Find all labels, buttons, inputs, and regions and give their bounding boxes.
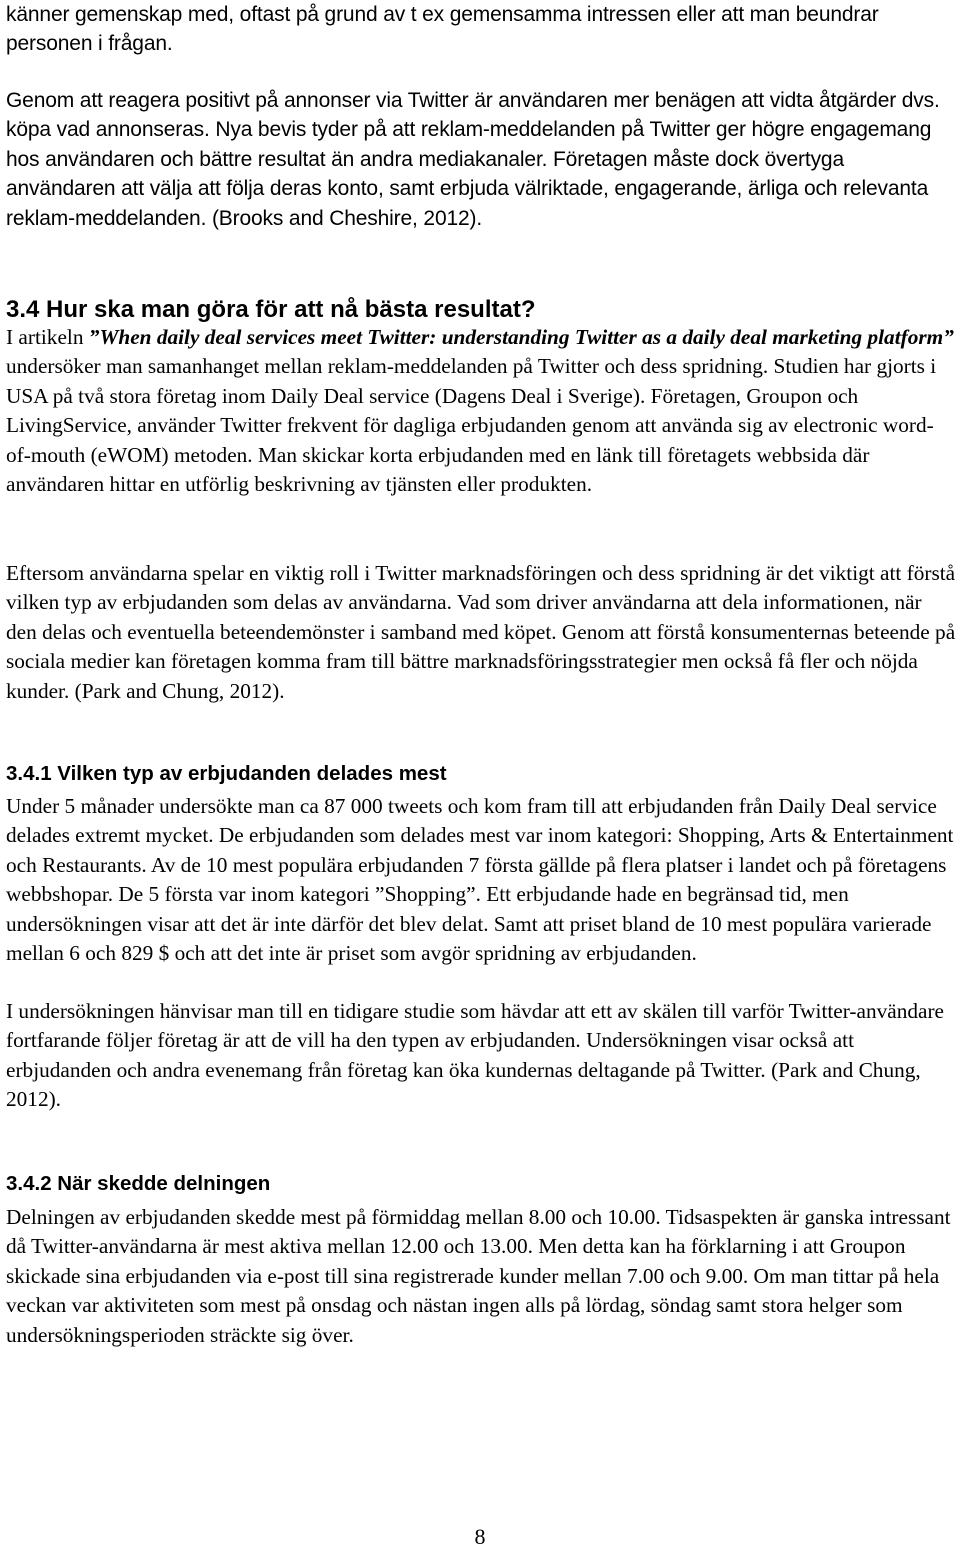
section-heading-3-4: 3.4 Hur ska man göra för att nå bästa resultat? xyxy=(6,296,536,323)
paragraph-article-summary xyxy=(6,323,956,499)
article-title: ”When daily deal services meet Twitter: understanding Twitter as a daily deal marketing platform” xyxy=(88,325,954,349)
paragraph-sharing-time: Delningen av erbjudanden skedde mest på förmiddag mellan 8.00 och 10.00. Tidsaspekten är ganska intressant då Twitter-användarna är mest aktiva mellan 12.00 och 13.00. Men detta kan ha förklarning i att Groupon skickade sina erbjudanden via e-post till sina registrerade kunder mellan 7.00 och 9.00. Om man tittar på hela veckan var aktiviteten som mest på onsdag och nästan ingen alls på lördag, söndag samt stora helger som undersökningsperioden sträckte sig över. xyxy=(6,1205,951,1347)
paragraph-twitter-ads: Genom att reagera positivt på annonser via Twitter är användaren mer benägen att vidta åtgärder dvs. köpa vad annonseras. Nya bevis tyder på att reklam-meddelanden på Twitter ger högre engagemang hos användaren och bättre resultat än andra mediakanaler. Företagen måste dock övertyga användaren att välja att följa deras konto, samt erbjuda välriktade, engagerande, ärliga och relevanta reklam-meddelanden. (Brooks and Cheshire, 2012). xyxy=(6,89,940,230)
paragraph-intro-continued: känner gemenskap med, oftast på grund av t ex gemensamma intressen eller att man beundrar personen i frågan. xyxy=(6,3,879,56)
paragraph-shared-deals: Under 5 månader undersökte man ca 87 000 tweets och kom fram till att erbjudanden från Daily Deal service delades extremt mycket. De erbjudanden som delades mest var inom kategori: Shopping, Arts & Entertainment och Restaurants. Av de 10 mest populära erbjudanden 7 första gällde på flera platser i landet och på företagens webbshopar. De 5 första var inom kategori ”Shopping”. Ett erbjudande hade en begränsad tid, men undersökningen visar att det är inte därför det blev delat. Samt att priset bland de 10 mest populära varierade mellan 6 och 829 $ och att det inte är priset som avgör spridning av erbjudanden. xyxy=(6,794,954,966)
page-number: 8 xyxy=(474,1524,486,1549)
section-heading-3-4-1: 3.4.1 Vilken typ av erbjudanden delades mest xyxy=(6,762,447,785)
article-summary-text: undersöker man samanhanget mellan reklam-meddelanden på Twitter och dess spridning. Studien har gjorts i USA på två stora företag inom Daily Deal service (Dagens Deal i Sverige). Företagen, Groupon och LivingService, använder Twitter frekvent för dagliga erbjudanden genom att använda sig av electronic word-of-mouth (eWOM) metoden. Man skickar korta erbjudanden med en länk till företagets webbsida där användaren hittar en utförlig beskrivning av tjänsten eller produkten. xyxy=(6,354,937,497)
article-intro-text: I artikeln xyxy=(6,325,84,349)
section-heading-3-4-2: 3.4.2 När skedde delningen xyxy=(6,1172,271,1195)
paragraph-previous-study: I undersökningen hänvisar man till en tidigare studie som hävdar att ett av skälen till varför Twitter-användare fortfarande följer företag är att de vill ha den typen av erbjudanden. Undersökningen visar också att erbjudanden och andra evenemang från företag kan öka kundernas deltagande på Twitter. (Park and Chung, 2012). xyxy=(6,999,945,1112)
paragraph-user-behavior: Eftersom användarna spelar en viktig roll i Twitter marknadsföringen och dess spridning är det viktigt att förstå vilken typ av erbjudanden som delas av användarna. Vad som driver användarna att dela informationen, när den delas och eventuella beteendemönster i samband med köpet. Genom att förstå konsumenternas beteende på sociala medier kan företagen komma fram till bättre marknadsföringsstrategier men också få fler och nöjda kunder. (Park and Chung, 2012). xyxy=(6,561,956,703)
